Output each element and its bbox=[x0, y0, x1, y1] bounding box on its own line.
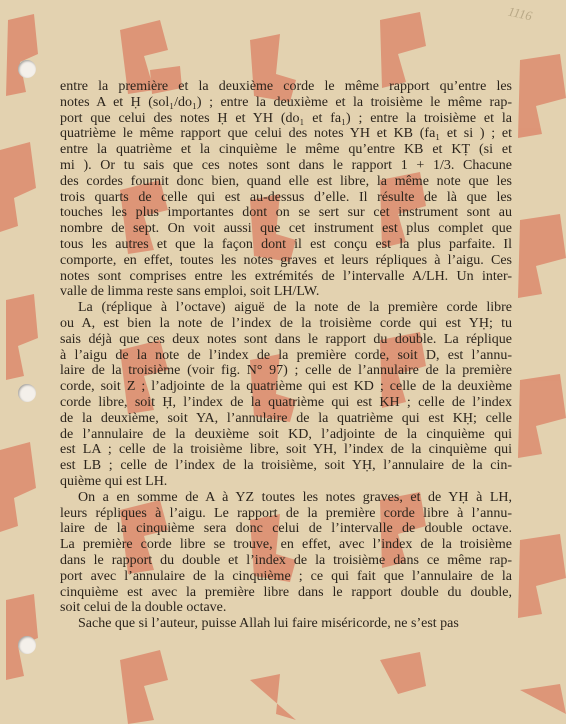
paragraph bbox=[60, 616, 512, 632]
text-line: entre la première et la deuxième corde le même rapport qu’entre les bbox=[60, 79, 512, 94]
text-line: port que celui des notes Ḥ et YH (do₁ et fa₁) ; entre la troisième et la bbox=[60, 110, 512, 126]
text-line: port avec l’annulaire de la cinquième ; ce qui fait que l’annulaire de la bbox=[60, 568, 512, 584]
punch-hole bbox=[18, 60, 36, 78]
text-line: soit celui de la double octave. bbox=[60, 600, 227, 616]
text-line: ou A, est bien la note de l’index de la troisième corde qui est YḤ; tu bbox=[60, 315, 512, 331]
text-line: touches les plus importantes dont on se sert sur cet instrument sont au bbox=[60, 205, 512, 221]
text-line: entre la quatrième et la cinquième le même qu’entre KB et KṬ (si et bbox=[60, 142, 512, 158]
text-line: Sache que si l’auteur, puisse Allah lui faire miséricorde, ne s’est pas bbox=[78, 616, 459, 632]
text-line: notes A et Ḥ (sol₁/do₁) ; entre la deuxième et la troisième le même rap- bbox=[60, 94, 512, 110]
text-line: dans le rapport du double et l’index de la troisième dans ce même rap- bbox=[60, 552, 512, 568]
paragraph bbox=[60, 79, 512, 300]
text-line: laire de la troisième (voir fig. N° 97) ; celle de l’annulaire de la première bbox=[60, 363, 512, 379]
text-line: cinquième est avec la première libre dans le rapport double du double, bbox=[60, 584, 512, 600]
punch-hole bbox=[18, 636, 36, 654]
text-line: corde libre, soit Ḥ, l’index de la quatrième qui est KH ; celle de l’index bbox=[60, 394, 512, 410]
body-text bbox=[60, 79, 512, 632]
text-line: de l’annulaire de la deuxième soit KD, l’adjointe de la cinquième qui bbox=[60, 426, 512, 442]
text-line: sais déjà que ces deux notes sont dans le rapport du double. La réplique bbox=[60, 331, 512, 347]
page-number-mark: 1116 bbox=[506, 3, 534, 24]
text-line: quatrième le même rapport que celui des notes YH et KB (fa₁ et si ) ; et bbox=[60, 126, 512, 142]
text-line: nombre de sept. On voit aussi que cet instrument est plus complet que bbox=[60, 221, 512, 237]
text-line: laire de la cinquième sera donc celui de l’intervalle de double octave. bbox=[60, 521, 512, 537]
text-line: comporte, en effet, toutes les notes graves et leurs répliques à l’aigu. Ces bbox=[60, 252, 512, 268]
text-line: valle de limma reste sans emploi, soit LH/LW. bbox=[60, 284, 320, 300]
text-line: quième qui est LH. bbox=[60, 473, 168, 489]
paragraph bbox=[60, 300, 512, 490]
text-line: est LB ; celle de l’index de la troisième, soit YḤ, l’annulaire de la cin- bbox=[60, 458, 512, 474]
punch-hole bbox=[18, 384, 36, 402]
text-line: des cordes fournit donc bien, quand elle est libre, la même note que les bbox=[60, 173, 512, 189]
text-line: leurs répliques à l’aigu. Le rapport de la première corde libre à l’annu- bbox=[60, 505, 512, 521]
text-line: mi ). Or tu sais que ces notes sont dans le rapport 1 + 1/3. Chacune bbox=[60, 157, 512, 173]
text-line: tous les autres et que la façon dont il est conçu est la plus parfaite. Il bbox=[60, 236, 512, 252]
text-line: de la deuxième, soit YA, l’annulaire de la quatrième qui est KḤ; celle bbox=[60, 410, 512, 426]
text-line: On a en somme de A à YZ toutes les notes graves, et de YḤ à LH, bbox=[78, 489, 512, 505]
paragraph bbox=[60, 490, 512, 616]
text-line: trois quarts de celle qui est au-dessus d’elle. Il résulte de là que les bbox=[60, 189, 512, 205]
text-line: corde, soit Z ; l’adjointe de la quatrième qui est KD ; celle de la deuxième bbox=[60, 379, 512, 395]
text-line: notes sont comprises entre les extrémités de l’intervalle A/LH. Un inter- bbox=[60, 268, 512, 284]
text-line: La (réplique à l’octave) aiguë de la note de la première corde libre bbox=[78, 300, 512, 316]
text-line: La première corde libre se trouve, en effet, avec l’index de la troisième bbox=[60, 537, 512, 553]
text-line: est LA ; celle de la troisième libre, soit YH, l’index de la cinquième qui bbox=[60, 442, 512, 458]
text-line: à l’aigu de la note de l’index de la première corde, soit D, est l’annu- bbox=[60, 347, 512, 363]
